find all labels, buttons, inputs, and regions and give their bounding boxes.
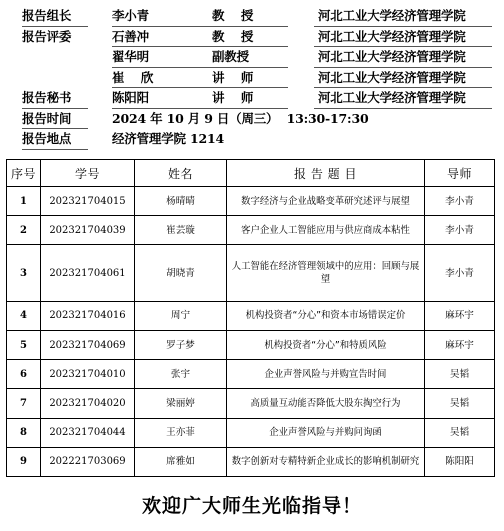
underline xyxy=(22,149,88,150)
report-topic: 数字创新对专精特新企业成长的影响机制研究 xyxy=(227,447,425,476)
committee-row-leader xyxy=(22,6,492,27)
member-org: 河北工业大学经济管理学院 xyxy=(318,8,466,23)
advisor-name: 李小青 xyxy=(425,187,495,216)
report-topic: 人工智能在经济管理领域中的应用：回顾与展望 xyxy=(227,245,425,301)
student-id: 202321704010 xyxy=(41,360,135,389)
role-label: 报告组长 xyxy=(22,8,72,23)
place-label: 报告地点 xyxy=(22,131,72,146)
table-row xyxy=(7,447,495,476)
row-number: 6 xyxy=(7,360,41,389)
advisor-name: 陈阳阳 xyxy=(425,447,495,476)
student-id: 202321704016 xyxy=(41,301,135,330)
schedule-time-row xyxy=(22,109,492,130)
row-number: 8 xyxy=(7,418,41,447)
row-number: 1 xyxy=(7,187,41,216)
student-id: 202321704061 xyxy=(41,245,135,301)
advisor-name: 麻环宇 xyxy=(425,330,495,359)
member-name: 石善冲 xyxy=(112,28,149,44)
row-number: 5 xyxy=(7,330,41,359)
member-org: 河北工业大学经济管理学院 xyxy=(318,49,466,64)
role-label: 报告评委 xyxy=(22,28,72,44)
report-topic: 数字经济与企业战略变革研究述评与展望 xyxy=(227,187,425,216)
report-topic: 客户企业人工智能应用与供应商成本粘性 xyxy=(227,216,425,245)
advisor-name: 吴韬 xyxy=(425,389,495,418)
row-number: 9 xyxy=(7,447,41,476)
student-name: 周宁 xyxy=(135,301,227,330)
time-label: 报告时间 xyxy=(22,110,72,126)
student-name: 梁丽婷 xyxy=(135,389,227,418)
student-id: 202321704069 xyxy=(41,330,135,359)
member-title: 副教授 xyxy=(212,49,249,64)
student-id: 202221703069 xyxy=(41,447,135,476)
member-title: 教 授 xyxy=(212,28,254,44)
report-topic: 高质量互动能否降低大股东掏空行为 xyxy=(227,389,425,418)
table-row xyxy=(7,330,495,359)
schedule-place-row xyxy=(22,129,492,150)
committee-row-judge xyxy=(22,47,492,68)
member-title: 讲 师 xyxy=(212,69,254,85)
table-row xyxy=(7,245,495,301)
time-value: 2024 年 10 月 9 日（周三） 13:30-17:30 xyxy=(112,110,369,126)
role-label: 报告秘书 xyxy=(22,90,72,105)
header-name: 姓名 xyxy=(135,160,227,187)
welcome-message: 欢迎广大师生光临指导！ xyxy=(141,495,362,517)
table-row xyxy=(7,187,495,216)
advisor-name: 李小青 xyxy=(425,216,495,245)
student-id: 202321704044 xyxy=(41,418,135,447)
table-header-row xyxy=(7,160,495,187)
member-title: 教 授 xyxy=(212,8,254,23)
header-topic: 报 告 题 目 xyxy=(227,160,425,187)
student-name: 王亦菲 xyxy=(135,418,227,447)
student-id: 202321704020 xyxy=(41,389,135,418)
advisor-name: 麻环宇 xyxy=(425,301,495,330)
table-row xyxy=(7,389,495,418)
student-name: 席雅如 xyxy=(135,447,227,476)
committee-row-judge xyxy=(22,68,492,89)
place-value: 经济管理学院 1214 xyxy=(112,131,224,146)
member-name: 崔 欣 xyxy=(112,69,154,85)
table-row xyxy=(7,360,495,389)
advisor-name: 吴韬 xyxy=(425,360,495,389)
committee-info xyxy=(22,6,492,150)
student-id: 202321704039 xyxy=(41,216,135,245)
student-name: 胡晓青 xyxy=(135,245,227,301)
row-number: 4 xyxy=(7,301,41,330)
table-row xyxy=(7,301,495,330)
table-row xyxy=(7,418,495,447)
report-topic: 机构投资者“分心”和资本市场错误定价 xyxy=(227,301,425,330)
student-id: 202321704015 xyxy=(41,187,135,216)
row-number: 3 xyxy=(7,245,41,301)
header-student-id: 学号 xyxy=(41,160,135,187)
student-name: 罗子梦 xyxy=(135,330,227,359)
report-schedule-table xyxy=(6,159,495,477)
member-title: 讲 师 xyxy=(212,90,254,105)
row-number: 2 xyxy=(7,216,41,245)
member-name: 李小青 xyxy=(112,8,149,23)
member-org: 河北工业大学经济管理学院 xyxy=(318,90,466,105)
advisor-name: 吴韬 xyxy=(425,418,495,447)
table-row xyxy=(7,216,495,245)
row-number: 7 xyxy=(7,389,41,418)
student-name: 杨晴晴 xyxy=(135,187,227,216)
header-no: 序号 xyxy=(7,160,41,187)
student-name: 崔芸璇 xyxy=(135,216,227,245)
report-topic: 企业声誉风险与并购宣告时间 xyxy=(227,360,425,389)
member-name: 翟华明 xyxy=(112,49,149,64)
advisor-name: 李小青 xyxy=(425,245,495,301)
member-org: 河北工业大学经济管理学院 xyxy=(318,69,466,85)
report-topic: 机构投资者“分心”和特质风险 xyxy=(227,330,425,359)
committee-row-secretary xyxy=(22,88,492,109)
member-org: 河北工业大学经济管理学院 xyxy=(318,28,466,44)
header-advisor: 导师 xyxy=(425,160,495,187)
member-name: 陈阳阳 xyxy=(112,90,149,105)
committee-row-judge xyxy=(22,27,492,48)
student-name: 张宇 xyxy=(135,360,227,389)
report-topic: 企业声誉风险与并购问询函 xyxy=(227,418,425,447)
